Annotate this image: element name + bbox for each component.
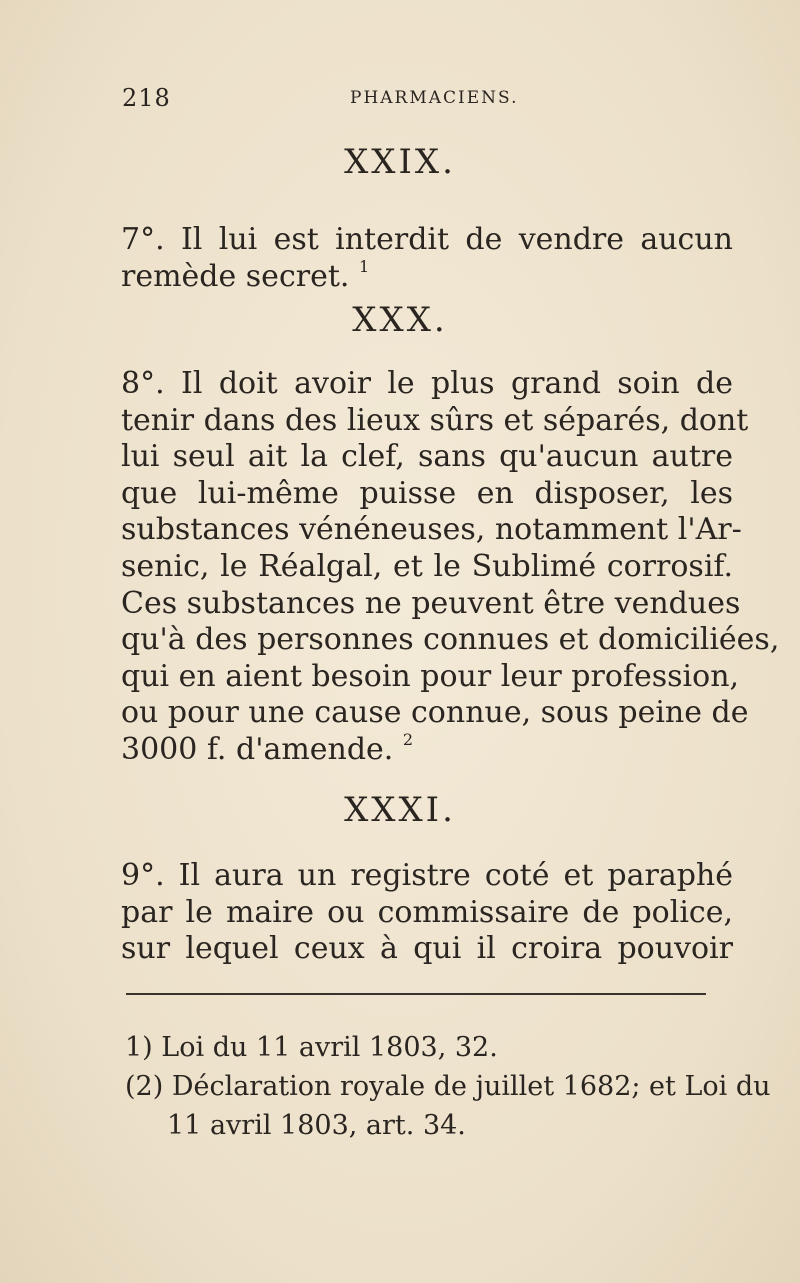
footnotes xyxy=(125,1028,771,1145)
text-line: 7°. Il lui est interdit de vendre aucun xyxy=(121,222,733,257)
footnote-2: (2) Déclaration royale de juillet 1682; et Loi du xyxy=(125,1071,771,1102)
paragraph-article-7 xyxy=(121,222,733,295)
page-number: 218 xyxy=(122,84,171,112)
text-line: Ces substances ne peuvent être vendues xyxy=(121,585,741,621)
text-line: tenir dans des lieux sûrs et séparés, dont xyxy=(121,402,749,438)
text-line: 9°. Il aura un registre coté et paraphé xyxy=(121,858,733,893)
page-header xyxy=(122,84,522,114)
footnote-divider xyxy=(126,993,706,995)
paragraph-article-8 xyxy=(121,366,780,769)
text-line: 8°. Il doit avoir le plus grand soin de xyxy=(121,366,733,401)
text-line: remède secret. xyxy=(121,258,350,294)
text-line: par le maire ou commissaire de police, xyxy=(121,894,733,930)
paragraph-article-9 xyxy=(121,858,733,968)
text-line-last xyxy=(121,729,733,769)
footnote-ref: 1 xyxy=(358,256,370,276)
footnote-1: 1) Loi du 11 avril 1803, 32. xyxy=(125,1032,498,1063)
section-heading-xxix: XXIX. xyxy=(344,142,456,182)
text-line: qu'à des personnes connues et domiciliées, xyxy=(121,622,780,658)
footnote-2-continued: 11 avril 1803, art. 34. xyxy=(167,1110,466,1141)
text-line-last xyxy=(121,256,733,296)
text-line: que lui-même puisse en disposer, les xyxy=(121,475,733,511)
running-title: PHARMACIENS. xyxy=(350,88,519,108)
text-line: 3000 f. d'amende. xyxy=(121,731,394,767)
section-heading-xxxi: XXXI. xyxy=(344,790,456,830)
text-line: lui seul ait la clef, sans qu'aucun autre xyxy=(121,439,733,475)
footnote-ref: 2 xyxy=(402,729,414,749)
text-line: substances vénéneuses, notamment l'Ar- xyxy=(121,512,742,548)
text-line: sur lequel ceux à qui il croira pouvoir xyxy=(121,931,733,967)
text-line: senic, le Réalgal, et le Sublimé corrosif. xyxy=(121,548,733,584)
text-line: ou pour une cause connue, sous peine de xyxy=(121,695,749,731)
section-heading-xxx: XXX. xyxy=(352,300,448,340)
text-line: qui en aient besoin pour leur profession, xyxy=(121,658,740,694)
